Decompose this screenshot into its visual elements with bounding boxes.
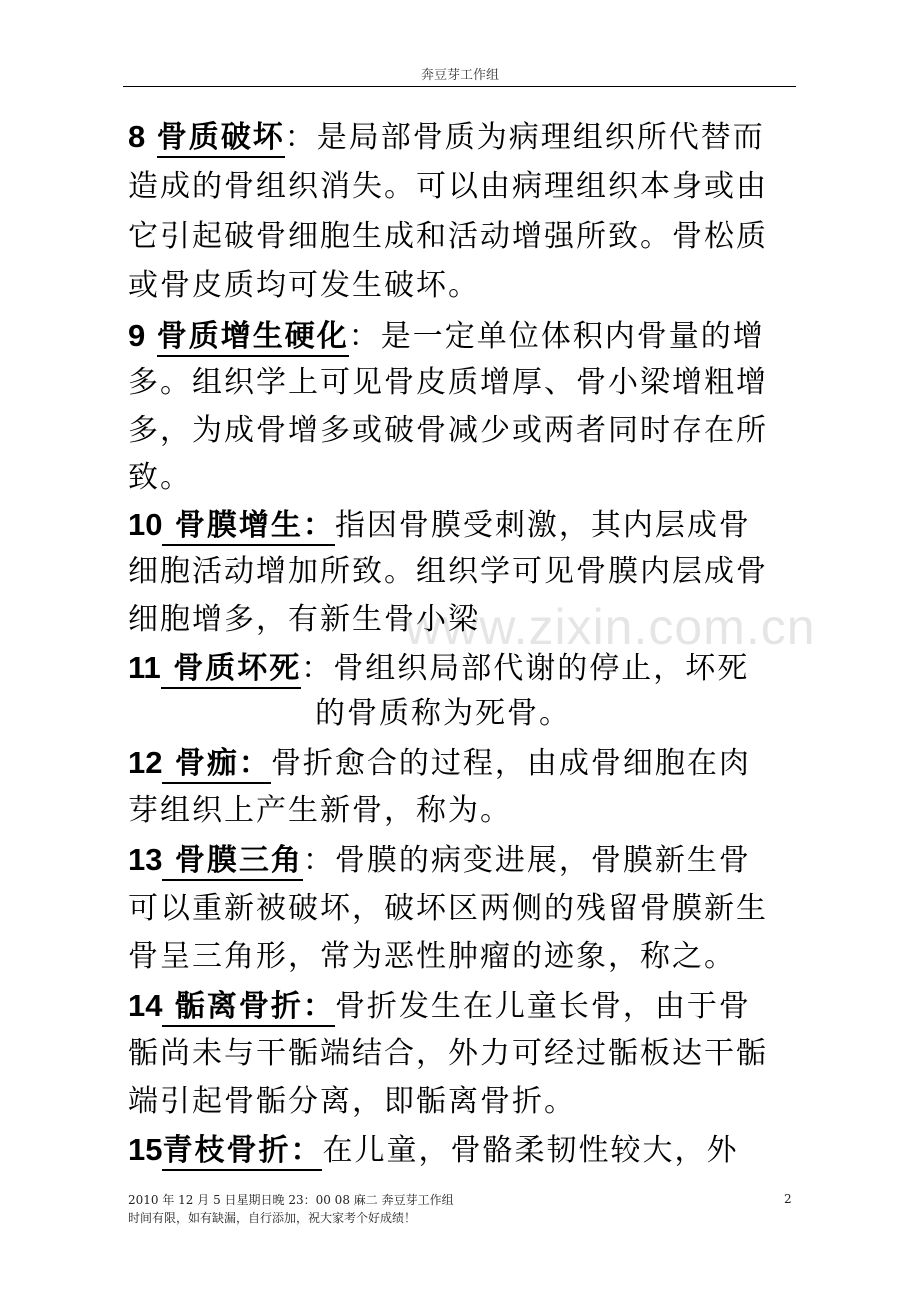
entry-11-line-2: 的骨质称为死骨。 xyxy=(315,696,571,731)
entry-9-line-2: 多。组织学上可见骨皮质增厚、骨小梁增粗增 xyxy=(128,365,768,400)
entry-text: 指因骨膜受刺激，其内层成骨 xyxy=(334,508,751,543)
entry-term: 骨质坏死 xyxy=(161,651,301,689)
entry-number: 14 xyxy=(128,988,163,1023)
entry-text: ：骨膜的病变进展，骨膜新生骨 xyxy=(302,843,751,878)
header-rule xyxy=(123,86,796,87)
entry-8-line-4: 或骨皮质均可发生破坏。 xyxy=(128,268,480,303)
entry-text: ：是一定单位体积内骨量的增 xyxy=(348,319,765,354)
entry-10-line-2: 细胞活动增加所致。组织学可见骨膜内层成骨 xyxy=(128,554,768,589)
footer-date-line: 2010 年 12 月 5 日星期日晚 23：00 08 麻二 奔豆芽工作组 xyxy=(128,1193,454,1207)
entry-term: 骨膜三角 xyxy=(162,843,302,881)
entry-number: 12 xyxy=(128,745,163,780)
entry-text: 骨折发生在儿童长骨，由于骨 xyxy=(334,989,751,1024)
entry-10-line-3: 细胞增多，有新生骨小梁 xyxy=(128,602,480,637)
entry-number: 13 xyxy=(128,842,163,877)
entry-text: ：骨组织局部代谢的停止，坏死 xyxy=(301,651,750,686)
watermark: www.zixin.com.cn xyxy=(405,599,816,655)
entry-14-line-2: 骺尚未与干骺端结合，外力可经过骺板达干骺 xyxy=(128,1036,768,1071)
page-header: 奔豆芽工作组 xyxy=(420,68,499,83)
entry-number: 10 xyxy=(128,507,163,542)
footer-note: 时间有限，如有缺漏，自行添加，祝大家考个好成绩！ xyxy=(128,1211,417,1225)
entry-text: 在儿童，骨骼柔韧性较大，外 xyxy=(322,1133,739,1168)
entry-number: 11 xyxy=(128,650,161,685)
entry-8-line-3: 它引起破骨细胞生成和活动增强所致。骨松质 xyxy=(128,219,768,254)
entry-number: 8 xyxy=(128,119,146,154)
entry-12-line-1 xyxy=(128,738,808,788)
entry-14-line-3: 端引起骨骺分离，即骺离骨折。 xyxy=(128,1084,576,1119)
entry-13-line-3: 骨呈三角形，常为恶性肿瘤的迹象，称之。 xyxy=(128,939,736,974)
entry-term: 骺离骨折： xyxy=(162,989,334,1027)
entry-text: ：是局部骨质为病理组织所代替而 xyxy=(284,120,765,155)
entry-12-line-2: 芽组织上产生新骨，称为。 xyxy=(128,793,512,828)
entry-number: 15 xyxy=(128,1132,163,1167)
entry-13-line-2: 可以重新被破坏，破坏区两侧的残留骨膜新生 xyxy=(128,891,768,926)
entry-text: 骨折愈合的过程，由成骨细胞在肉 xyxy=(270,746,751,781)
entry-9-line-1 xyxy=(128,311,808,361)
entry-term: 骨膜增生： xyxy=(162,508,334,546)
entry-10-line-1 xyxy=(128,500,808,550)
entry-term: 青枝骨折： xyxy=(162,1133,322,1171)
entry-11-line-1 xyxy=(128,643,808,693)
entry-number: 9 xyxy=(128,318,146,353)
entry-term: 骨质破坏 xyxy=(157,120,285,158)
page-number: 2 xyxy=(784,1192,792,1206)
entry-8-line-1 xyxy=(128,112,808,162)
entry-9-line-3: 多，为成骨增多或破骨减少或两者同时存在所 xyxy=(128,413,768,448)
entry-8-line-2: 造成的骨组织消失。可以由病理组织本身或由 xyxy=(128,169,768,204)
entry-15-line-1 xyxy=(128,1125,808,1175)
entry-term: 骨痂： xyxy=(162,746,270,784)
entry-14-line-1 xyxy=(128,981,808,1031)
entry-13-line-1 xyxy=(128,835,808,885)
entry-9-line-4: 致。 xyxy=(128,460,192,495)
entry-term: 骨质增生硬化 xyxy=(157,319,349,357)
